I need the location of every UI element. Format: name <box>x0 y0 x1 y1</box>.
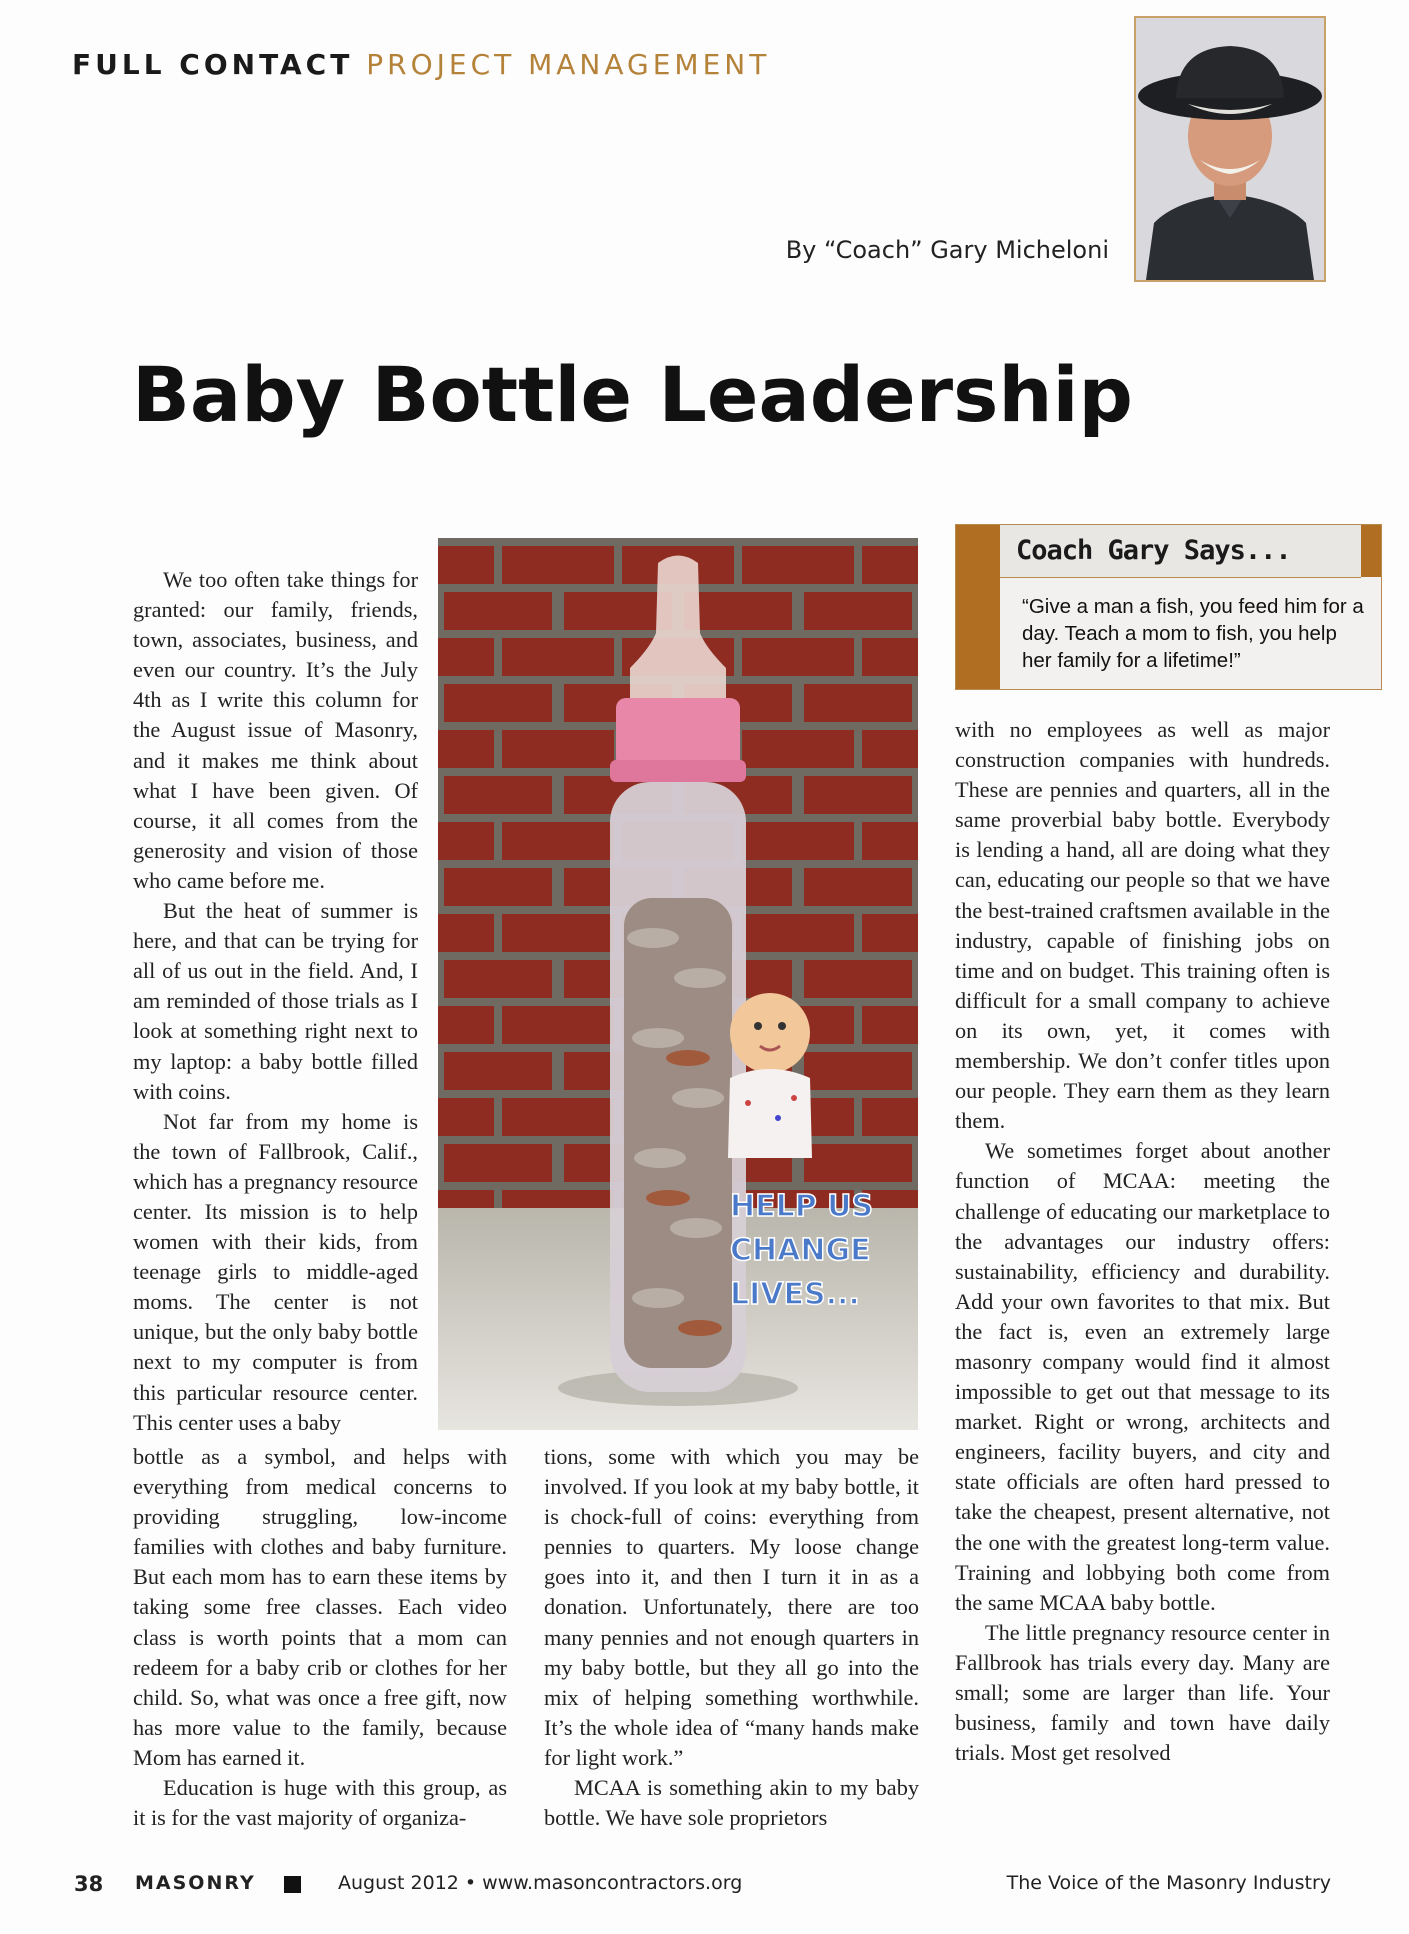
bottle-text-1: HELP US <box>730 1189 874 1224</box>
page-number: 38 <box>74 1872 104 1896</box>
article-column-3 <box>955 715 1330 1768</box>
section-label-bold: FULL CONTACT <box>72 48 354 81</box>
baby-bottle-photo <box>438 538 918 1430</box>
paragraph: bottle as a symbol, and helps with everything from medical concerns to providing struggling, low-income families with clothes and baby furniture. But each mom has to earn these items by taking some free classes. Each video class is worth points that a mom can redeem for a baby crib or clothes for her child. So, what was once a free gift, now has more value to the family, because Mom has earned it. <box>133 1444 507 1770</box>
paragraph: But the heat of summer is here, and that can be trying for all of us out in the field. And, I am reminded of those trials as I look at something right next to my laptop: a baby bottle filled with coins. <box>133 898 418 1104</box>
callout-heading: Coach Gary Says... <box>1000 525 1361 578</box>
paragraph: We sometimes forget about another function of MCAA: meeting the challenge of educating our marketplace to the advantages our industry offers: sustainability, efficiency and durability. Add your own favorites to that mix. But the fact is, even an extremely large masonry company would find it almost impossible to get out that message to its market. Right or wrong, architects and engineers, facility buyers, and city and state officials are often hard pressed to take the cheapest, present alternative, not the one with the greatest long-term value. Training and lobbying both come from the same MCAA baby bottle. <box>955 1138 1330 1615</box>
issue-line: August 2012 • www.masoncontractors.org <box>338 1872 743 1894</box>
callout-quote: “Give a man a fish, you feed him for a day. Teach a mom to fish, you help her family for a lifetime!” <box>1022 595 1364 672</box>
byline: By “Coach” Gary Micheloni <box>785 236 1109 264</box>
paragraph: We too often take things for granted: our family, friends, town, associates, business, and even our country. It’s the July 4th as I write this column for the August issue of Masonry, and it makes me think about what I have been given. Of course, it all comes from the generosity and vision of those who came before me. <box>133 567 418 893</box>
bottle-text-2: CHANGE <box>730 1233 871 1268</box>
author-photo <box>1134 16 1326 282</box>
section-header <box>72 48 770 81</box>
coach-gary-callout <box>955 524 1382 690</box>
footer-square-icon <box>284 1876 301 1893</box>
paragraph: The little pregnancy resource center in Fallbrook has trials every day. Many are small; some are larger than life. Your business, family and town have daily trials. Most get resolved <box>955 1619 1330 1766</box>
article-title: Baby Bottle Leadership <box>132 350 1133 439</box>
bottle-text-3: LIVES... <box>730 1277 860 1312</box>
callout-accent-bar <box>956 525 1000 689</box>
magazine-name: MASONRY <box>135 1872 256 1894</box>
callout-accent-tab <box>1361 525 1381 577</box>
paragraph: MCAA is something akin to my baby bottle. We have sole proprietors <box>544 1775 919 1831</box>
paragraph: tions, some with which you may be involved. If you look at my baby bottle, it is chock-full of coins: everything from pennies to quarters. My loose change goes into it, and then I turn it in as a donation. Unfortunately, there are too many pennies and not enough quarters in my baby bottle, but they all go into the mix of helping something worthwhile. It’s the whole idea of “many hands make for light work.” <box>544 1444 919 1770</box>
section-label-light: PROJECT MANAGEMENT <box>366 48 771 81</box>
paragraph: Education is huge with this group, as it is for the vast majority of organiza- <box>133 1775 507 1831</box>
paragraph: with no employees as well as major construction companies with hundreds. These are pennies and quarters, all in the same proverbial baby bottle. Everybody is lending a hand, all are doing what they can, educating our people so that we have the best-trained craftsmen available in the industry, capable of finishing jobs on time and on budget. This training often is difficult for a small company to achieve on its own, yet, it comes with membership. We don’t confer titles upon our people. They earn them as they learn them. <box>955 717 1330 1134</box>
paragraph: Not far from my home is the town of Fallbrook, Calif., which has a pregnancy resource center. Its mission is to help women with their kids, from teenage girls to middle-aged moms. The center is not unique, but the only baby bottle next to my computer is from this particular resource center. This center uses a baby <box>133 1108 418 1435</box>
article-column-2 <box>544 1442 919 1833</box>
footer-tagline: The Voice of the Masonry Industry <box>1006 1872 1331 1894</box>
article-column-1 <box>133 565 418 1438</box>
article-column-1-continued <box>133 1442 507 1833</box>
